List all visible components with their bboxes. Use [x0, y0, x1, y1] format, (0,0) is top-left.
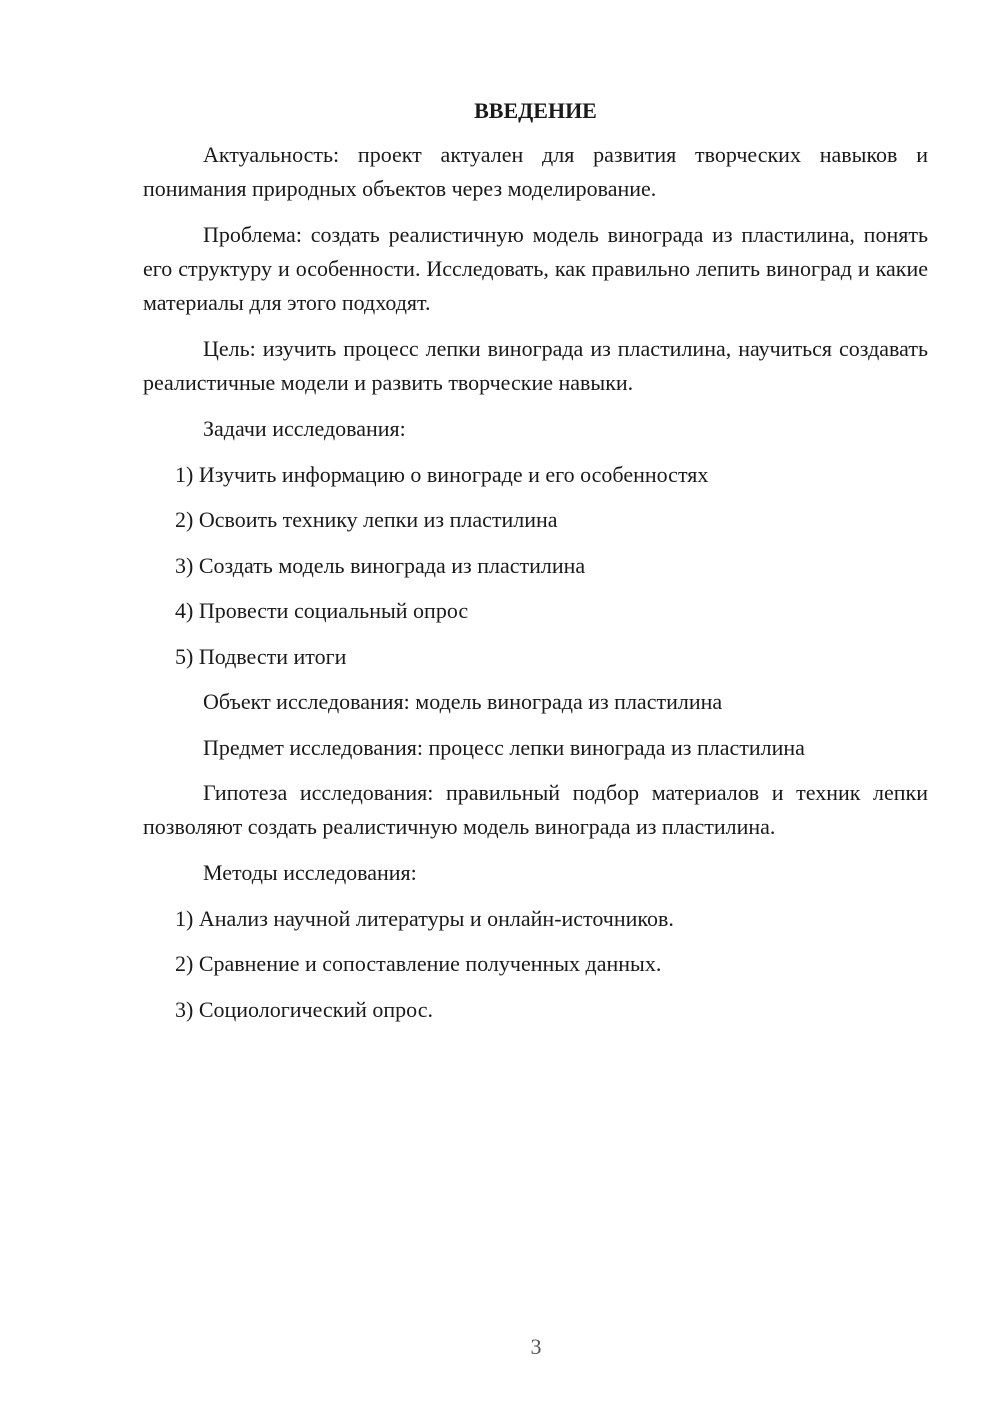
- task-item: 2) Освоить технику лепки из пластилина: [175, 507, 558, 532]
- method-item: 1) Анализ научной литературы и онлайн-источников.: [175, 905, 674, 931]
- task-item: 4) Провести социальный опрос: [175, 598, 469, 623]
- tasks-label: Задачи исследования:: [203, 416, 406, 441]
- object-line: Объект исследования: модель винограда из пластилина: [203, 689, 723, 714]
- relevance-paragraph: Актуальность: проект актуален для развития творческих навыков и понимания природных объектов через моделирование.: [143, 142, 928, 201]
- method-item: 3) Социологический опрос.: [175, 996, 433, 1022]
- page-heading: ВВЕДЕНИЕ: [474, 98, 597, 123]
- page-content: [143, 96, 928, 1038]
- hypothesis-paragraph: Гипотеза исследования: правильный подбор материалов и техник лепки позволяют создать реалистичную модель винограда из пластилина.: [143, 780, 928, 839]
- subject-line: Предмет исследования: процесс лепки винограда из пластилина: [203, 734, 805, 760]
- method-item: 2) Сравнение и сопоставление полученных данных.: [175, 951, 662, 976]
- page-number: 3: [530, 1334, 542, 1359]
- goal-paragraph: Цель: изучить процесс лепки винограда из пластилина, научиться создавать реалистичные модели и развить творческие навыки.: [143, 336, 928, 395]
- methods-label: Методы исследования:: [203, 860, 417, 885]
- task-item: 5) Подвести итоги: [175, 643, 347, 669]
- task-item: 3) Создать модель винограда из пластилина: [175, 552, 586, 578]
- task-item: 1) Изучить информацию о винограде и его особенностях: [175, 461, 709, 487]
- problem-paragraph: Проблема: создать реалистичную модель винограда из пластилина, понять его структуру и особенности. Исследовать, как правильно лепить виноград и какие материалы для этого подходят.: [143, 222, 928, 315]
